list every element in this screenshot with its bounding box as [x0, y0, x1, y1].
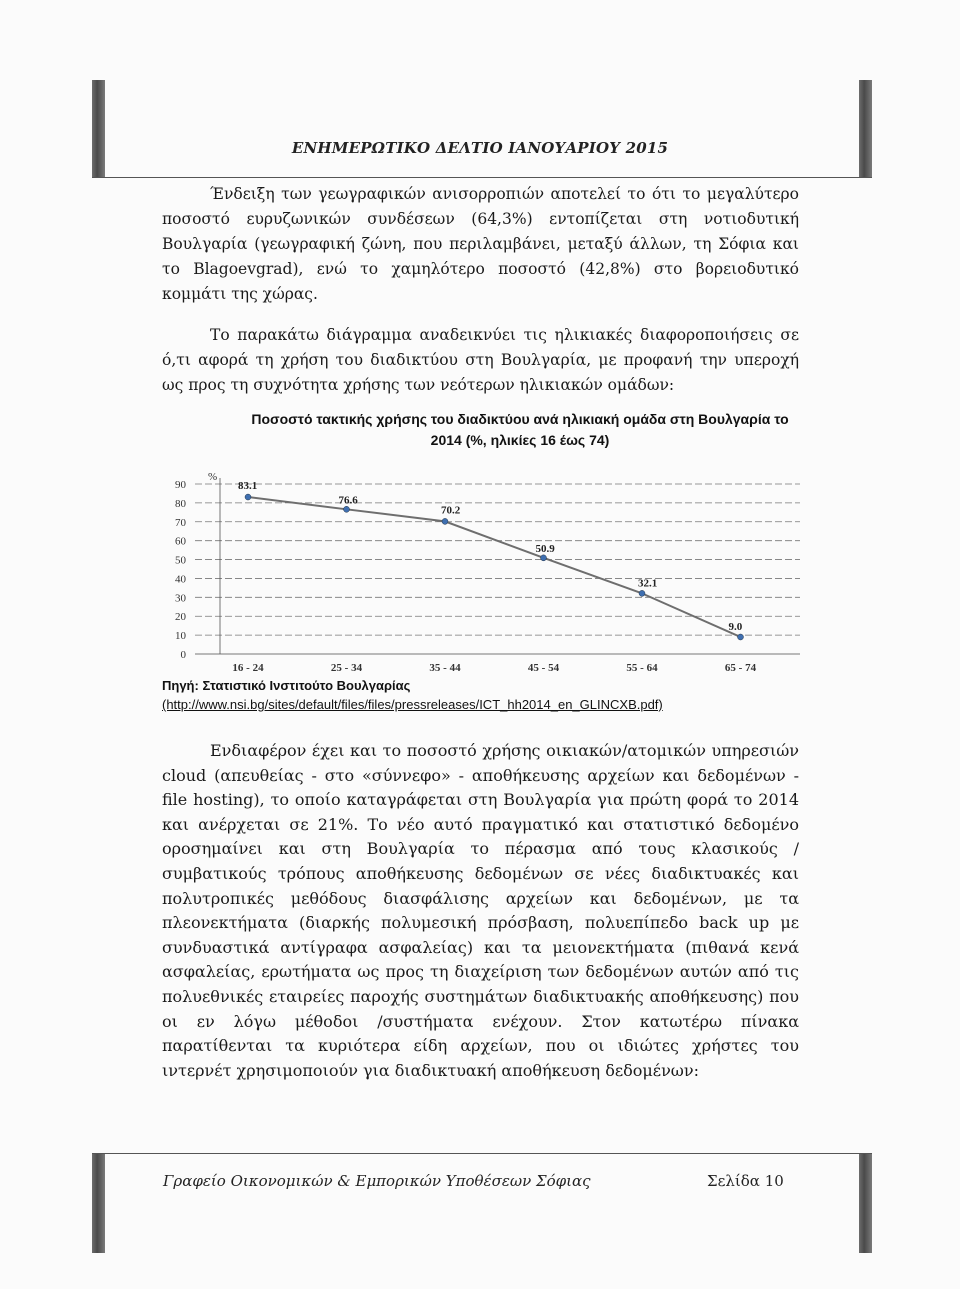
- data-label: 83.1: [238, 480, 258, 493]
- data-point: [344, 506, 350, 512]
- footer-rule: [92, 1153, 872, 1154]
- category-label: 55 - 64: [626, 662, 658, 674]
- category-label: 45 - 54: [527, 662, 560, 674]
- paragraph-cloud-usage: Ενδιαφέρον έχει και το ποσοστό χρήσης οικιακών/ατομικών υπηρεσιών cloud (απευθείας - στο «σύννεφο» - αποθήκευσης αρχείων και δεδομένων - file hosting), το οποίο καταγράφεται στη Βουλγαρία για πρώτη φορά το 2014 και ανέρχεται σε 21%. Το νέο αυτό πραγματικό και στατιστικό δεδομένο οροσημαίνει και στη Βουλγαρία το πέρασμα από τους κλασικούς / συμβατικούς τρόπους αποθήκευσης δεδομένων σε νέες διαδικτυακές και πολυτροπικές μεθόδους διασφάλισης αρχείων και δεδομένων, με τα πλεονεκτήματα (διαρκής πολυμεσική πρόσβαση, πολυεπίπεδο back up με συνδυαστικά αντίγραφα ασφαλείας) και τα μειονεκτήματα (πιθανά κενά ασφαλείας, ερωτήματα ως προς τη διαχείριση των δεδομένων αυτών από τις πολυεθνικές εταιρείες παροχής συστημάτων διαδικτυακής αποθήκευσης) που οι εν λόγω μέθοδοι /συστήματα ενέχουν. Στον κατωτέρω πίνακα παρατίθενται τα κυριότερα είδη αρχείων, που οι ιδιώτες χρήστες του ιντερνέτ χρησιμοποιούν για διαδικτυακή αποθήκευση δεδομένων:: [162, 741, 799, 1080]
- category-label: 16 - 24: [232, 662, 264, 674]
- right-page-bar: [859, 80, 872, 178]
- y-tick-label: 20: [175, 611, 186, 624]
- category-label: 65 - 74: [724, 662, 757, 674]
- source-title: Πηγή: Στατιστικό Ινστιτούτο Βουλγαρίας: [162, 678, 411, 693]
- internet-usage-line-chart: [160, 466, 800, 678]
- y-tick-label: 90: [175, 479, 186, 491]
- y-axis-unit-label: %: [208, 471, 218, 483]
- y-tick-label: 80: [175, 497, 186, 510]
- data-point: [639, 590, 645, 596]
- chart-title-line-2: 2014 (%, ηλικίες 16 έως 74): [430, 432, 610, 448]
- chart-title: [160, 409, 880, 451]
- data-point: [442, 518, 448, 524]
- y-tick-label: 10: [175, 630, 186, 643]
- data-label: 50.9: [535, 542, 555, 555]
- y-tick-label: 60: [175, 535, 186, 548]
- footer-office-name: Γραφείο Οικονομικών & Εμπορικών Υποθέσεων Σόφιας: [163, 1172, 591, 1190]
- data-label: 32.1: [638, 577, 658, 590]
- paragraph-broadband: Ένδειξη των γεωγραφικών ανισορροπιών αποτελεί το ότι το μεγαλύτερο ποσοστό ευρυζωνικών συνδέσεων (64,3%) εντοπίζεται στη νοτιοδυτική Βουλγαρία (γεωγραφική ζώνη, που περιλαμβάνει, μεταξύ άλλων, τη Σόφια και το Blagoevgrad), ενώ το χαμηλότερο ποσοστό (42,8%) στο βορειοδυτικό κομμάτι της χώρας.: [162, 185, 799, 303]
- paragraph-age-intro: Το παρακάτω διάγραμμα αναδεικνύει τις ηλικιακές διαφοροποιήσεις σε ό,τι αφορά τη χρήση του διαδικτύου στη Βουλγαρία, με προφανή την υπεροχή ως προς τη συχνότητα χρήσης των νεότερων ηλικιακών ομάδων:: [162, 326, 799, 394]
- y-tick-label: 50: [175, 554, 186, 567]
- data-point: [541, 555, 547, 561]
- y-tick-label: 40: [175, 573, 186, 586]
- data-label: 76.6: [338, 494, 358, 507]
- chart-title-line-1: Ποσοστό τακτικής χρήσης του διαδικτύου ανά ηλικιακή ομάδα στη Βουλγαρία το: [251, 411, 789, 427]
- category-label: 25 - 34: [330, 662, 363, 674]
- header-rule: [92, 177, 872, 178]
- y-tick-label: 30: [175, 592, 186, 605]
- data-point: [245, 494, 251, 500]
- left-page-bar: [92, 80, 105, 178]
- y-tick-label: 70: [175, 516, 186, 529]
- category-label: 35 - 44: [429, 662, 461, 674]
- footer-page-number: Σελίδα 10: [707, 1172, 784, 1190]
- source-url-link[interactable]: (http://www.nsi.bg/sites/default/files/files/pressreleases/ICT_hh2014_en_GLINCXB.pdf): [162, 697, 663, 712]
- chart-source: [162, 676, 663, 714]
- data-label: 9.0: [728, 621, 743, 633]
- data-label: 70.2: [441, 504, 461, 517]
- footer-right-bar: [859, 1153, 872, 1253]
- document-header-title: ΕΝΗΜΕΡΩΤΙΚΟ ΔΕΛΤΙΟ ΙΑΝΟΥΑΡΙΟΥ 2015: [291, 139, 669, 157]
- y-tick-label: 0: [180, 649, 186, 661]
- footer-left-bar: [92, 1153, 105, 1253]
- data-point: [738, 634, 744, 640]
